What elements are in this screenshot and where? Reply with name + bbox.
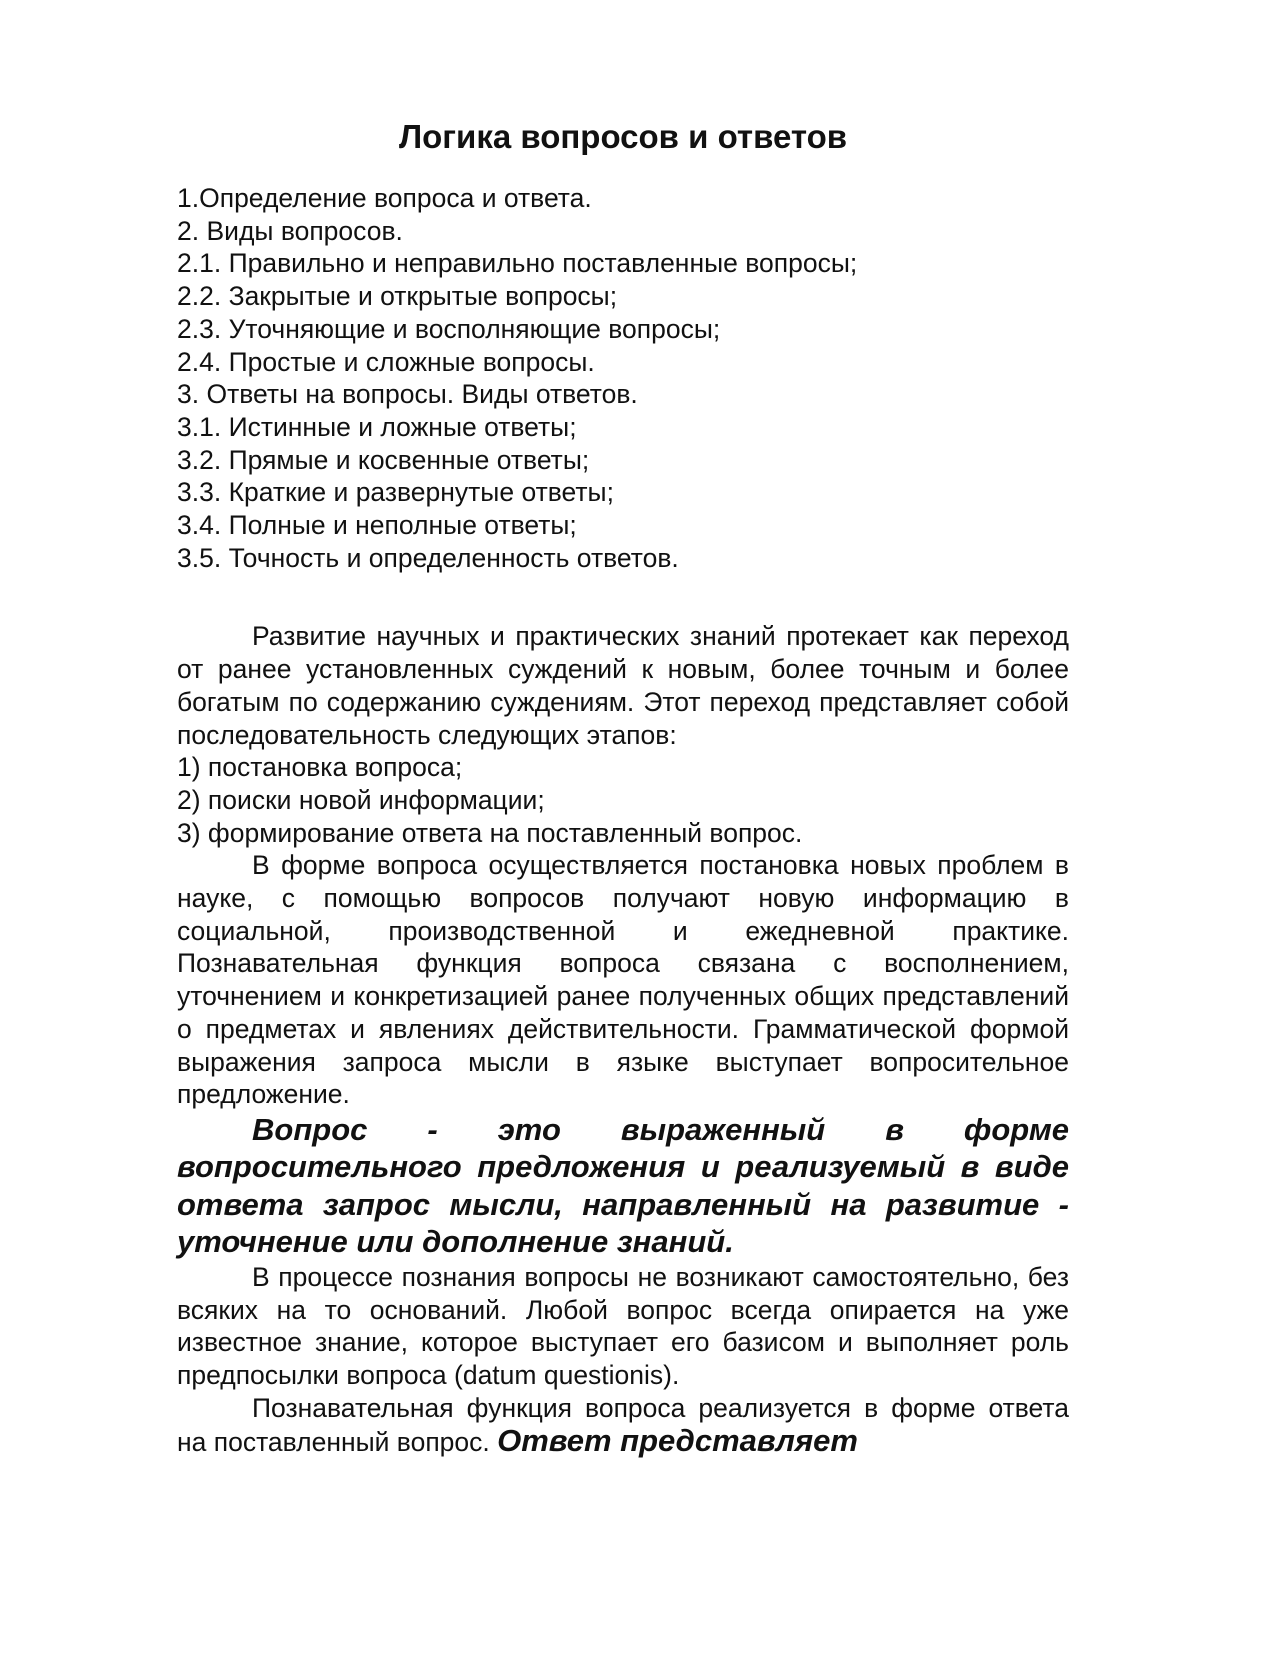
paragraph-question-basis: В процессе познания вопросы не возникают самостоятельно, без всяких на то оснований. Любой вопрос всегда опирается на уже известное знание, которое выступает его базисом и выполняет роль предпосылки вопроса (datum questionis). — [177, 1261, 1069, 1391]
document-page — [177, 112, 1069, 1458]
toc-item: 1.Определение вопроса и ответа. — [177, 183, 592, 213]
toc-item: 2. Виды вопросов. — [177, 215, 403, 246]
paragraph-question-role: В форме вопроса осуществляется постановка новых проблем в науке, с помощью вопросов получают новую информацию в социальной, производственной и ежедневной практике. Познавательная функция вопроса связана с восполнением, уточнением и конкретизацией ранее полученных общих представлений о предметах и явлениях действительности. Грамматической формой выражения запроса мысли в языке выступает вопросительное предложение. — [177, 850, 1069, 1110]
toc-item: 3.4. Полные и неполные ответы; — [177, 510, 577, 541]
question-definition: Вопрос - это выраженный в форме вопросительного предложения и реализуемый в виде ответа запрос мысли, направленный на развитие - уточнение или дополнение знаний. — [177, 1111, 1069, 1260]
toc-item: 3.3. Краткие и развернутые ответы; — [177, 477, 614, 508]
toc-item: 3.5. Точность и определенность ответов. — [177, 542, 679, 573]
document-title: Логика вопросов и ответов — [398, 118, 848, 155]
step-item: 1) постановка вопроса; — [177, 752, 463, 783]
paragraph-intro: Развитие научных и практических знаний протекает как переход от ранее установленных суждений к новым, более точным и более богатым по содержанию суждениям. Этот переход представляет собой последовательность следующих этапов: — [177, 621, 1069, 750]
step-item: 2) поиски новой информации; — [177, 784, 545, 815]
toc-item: 2.4. Простые и сложные вопросы. — [177, 346, 595, 377]
table-of-contents — [177, 182, 1069, 574]
toc-item: 2.3. Уточняющие и восполняющие вопросы; — [177, 313, 721, 344]
paragraph-answer-text: Познавательная функция вопроса реализуется в форме ответа на поставленный вопрос. — [177, 1392, 1069, 1457]
toc-item: 3.1. Истинные и ложные ответы; — [177, 411, 577, 442]
section-spacer — [177, 574, 1069, 620]
paragraph-answer — [177, 1392, 1069, 1458]
toc-item: 2.2. Закрытые и открытые вопросы; — [177, 281, 618, 312]
step-item: 3) формирование ответа на поставленный вопрос. — [177, 817, 803, 848]
toc-item: 2.1. Правильно и неправильно поставленные вопросы; — [177, 248, 858, 279]
toc-item: 3.2. Прямые и косвенные ответы; — [177, 444, 590, 475]
steps-list — [177, 751, 1069, 849]
toc-item: 3. Ответы на вопросы. Виды ответов. — [177, 379, 638, 410]
answer-definition-start: Ответ представляет — [497, 1422, 858, 1458]
